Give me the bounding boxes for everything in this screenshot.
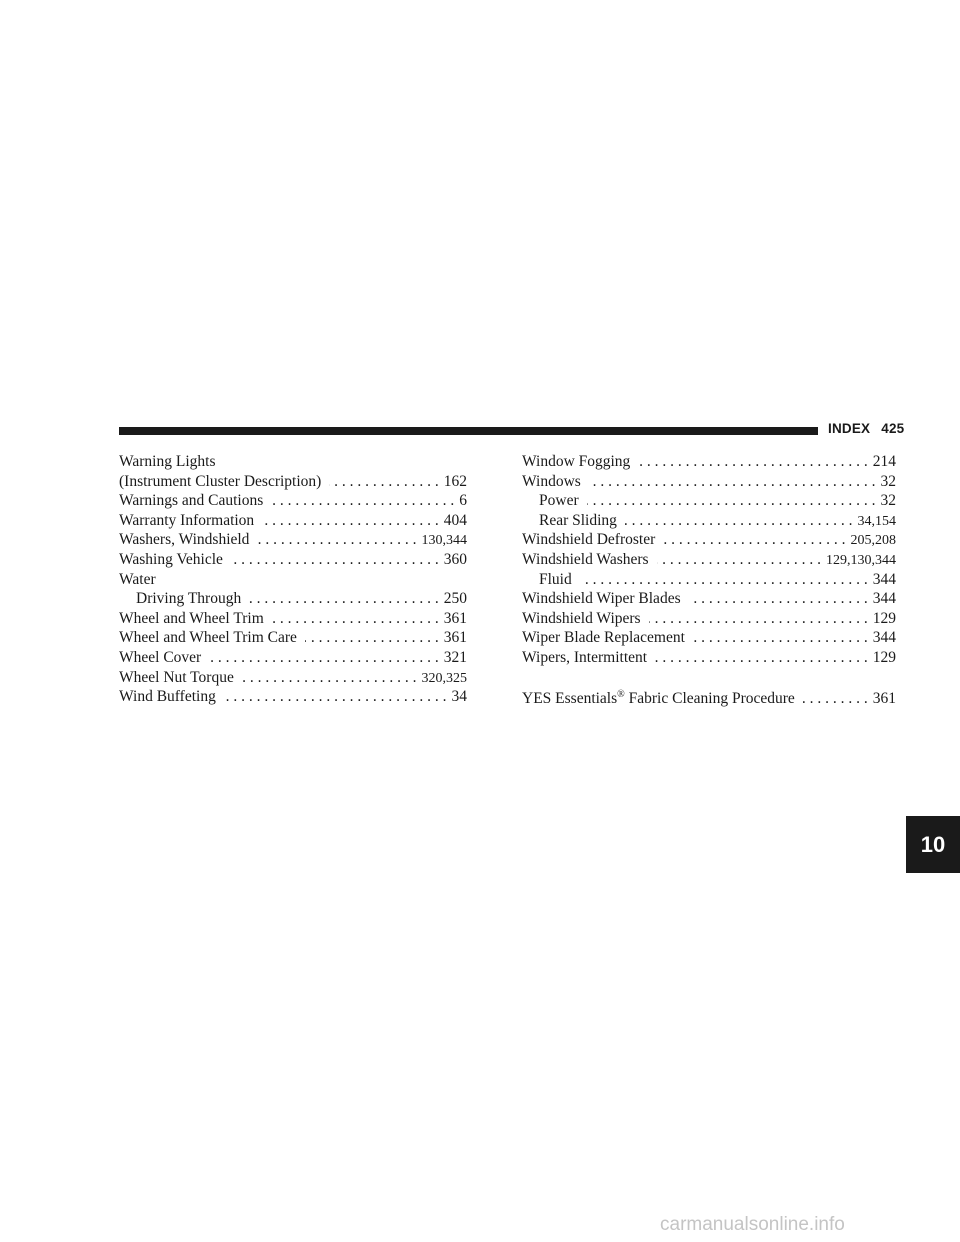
index-subentry — [522, 511, 896, 531]
page-number: 425 — [881, 421, 905, 436]
index-subentry — [522, 570, 896, 590]
dot-leader — [655, 648, 868, 668]
index-entry — [522, 589, 896, 609]
index-entry — [119, 628, 467, 648]
entry-page: 360 — [443, 550, 467, 568]
entry-label-brand: YES Essentials — [522, 689, 618, 707]
entry-page: 129,130,344 — [826, 552, 896, 568]
entry-label: Wheel and Wheel Trim — [119, 609, 264, 627]
dot-leader — [329, 472, 438, 492]
entry-label: Wiper Blade Replacement — [522, 629, 685, 647]
index-entry — [119, 452, 467, 472]
entry-page: 34 — [451, 688, 467, 706]
registered-mark: ® — [617, 688, 625, 700]
entry-label: Window Fogging — [522, 453, 631, 470]
entry-page: 344 — [872, 629, 896, 647]
index-entry — [119, 491, 467, 511]
entry-page: 130,344 — [421, 533, 467, 549]
entry-page: 361 — [443, 629, 467, 647]
dot-leader — [224, 687, 447, 707]
dot-leader — [649, 609, 868, 629]
dot-leader — [638, 452, 867, 472]
entry-label: Windshield Wiper Blades — [522, 590, 681, 608]
chapter-tab: 10 — [906, 816, 960, 873]
index-entry — [119, 648, 467, 668]
dot-leader — [305, 628, 439, 648]
entry-label: Wipers, Intermittent — [522, 648, 648, 666]
index-entry — [119, 511, 467, 531]
entry-label: Warning Lights — [119, 453, 216, 470]
entry-label: Windshield Defroster — [522, 531, 656, 549]
watermark: carmanualsonline.info — [660, 1214, 845, 1235]
dot-leader — [209, 648, 439, 668]
index-column-left — [119, 452, 467, 707]
entry-label: Wind Buffeting — [119, 688, 216, 706]
entry-page: 214 — [872, 453, 896, 470]
entry-page: 129 — [872, 648, 896, 666]
entry-label: Wheel Cover — [119, 648, 202, 666]
header-rule — [119, 427, 818, 435]
entry-label — [522, 685, 795, 709]
index-entry — [522, 685, 896, 705]
dot-leader — [580, 570, 868, 590]
dot-leader — [262, 511, 439, 531]
entry-label: Wheel and Wheel Trim Care — [119, 629, 297, 647]
index-entry — [522, 609, 896, 629]
entry-label: Windows — [522, 472, 581, 490]
entry-page: 250 — [443, 590, 467, 608]
entry-page: 32 — [880, 472, 896, 490]
entry-page: 361 — [443, 609, 467, 627]
entry-label: Warnings and Cautions — [119, 492, 264, 510]
index-entry — [119, 550, 467, 570]
running-header — [828, 421, 904, 436]
index-entry — [119, 668, 467, 688]
entry-label: Fluid — [539, 570, 572, 588]
entry-page: 344 — [872, 570, 896, 588]
dot-leader — [257, 530, 416, 550]
entry-label: (Instrument Cluster Description) — [119, 472, 322, 490]
entry-page: 344 — [872, 590, 896, 608]
index-entry — [119, 687, 467, 707]
entry-page: 321 — [443, 648, 467, 666]
entry-page: 32 — [880, 492, 896, 510]
index-entry — [522, 648, 896, 668]
entry-label: Driving Through — [136, 590, 242, 608]
entry-page: 34,154 — [857, 513, 896, 529]
index-entry — [119, 570, 467, 590]
dot-leader — [271, 491, 454, 511]
entry-label: Rear Sliding — [539, 511, 617, 529]
dot-leader — [249, 589, 439, 609]
index-entry — [119, 472, 467, 492]
index-entry — [119, 530, 467, 550]
dot-leader — [657, 550, 821, 570]
entry-label: Wheel Nut Torque — [119, 668, 234, 686]
index-subentry — [522, 491, 896, 511]
dot-leader — [625, 511, 853, 531]
entry-label: Windshield Washers — [522, 550, 649, 568]
entry-label: Warranty Information — [119, 511, 255, 529]
entry-page: 129 — [872, 609, 896, 627]
index-subentry — [119, 589, 467, 609]
entry-label: Water — [119, 570, 156, 588]
index-column-right — [522, 452, 896, 707]
dot-leader — [689, 589, 868, 609]
entry-page: 162 — [443, 472, 467, 490]
entry-label: Windshield Wipers — [522, 609, 641, 627]
entry-page: 361 — [872, 689, 896, 707]
dot-leader — [272, 609, 439, 629]
dot-leader — [663, 530, 845, 550]
entry-page: 404 — [443, 511, 467, 529]
index-entry — [522, 530, 896, 550]
entry-label: Power — [539, 492, 579, 510]
index-entry — [522, 452, 896, 472]
entry-page: 6 — [459, 492, 467, 510]
dot-leader — [693, 628, 868, 648]
dot-leader — [231, 550, 439, 570]
entry-label: Washers, Windshield — [119, 531, 250, 549]
index-entry — [522, 550, 896, 570]
dot-leader — [242, 668, 417, 688]
index-entry — [522, 472, 896, 492]
entry-page: 205,208 — [850, 533, 896, 549]
index-entry — [119, 609, 467, 629]
section-title: INDEX — [828, 421, 871, 436]
dot-leader — [803, 689, 868, 709]
entry-label-rest: Fabric Cleaning Procedure — [628, 689, 795, 707]
entry-label: Washing Vehicle — [119, 550, 223, 568]
dot-leader — [587, 491, 876, 511]
entry-page: 320,325 — [421, 670, 467, 686]
index-entry — [522, 628, 896, 648]
dot-leader — [589, 472, 876, 492]
